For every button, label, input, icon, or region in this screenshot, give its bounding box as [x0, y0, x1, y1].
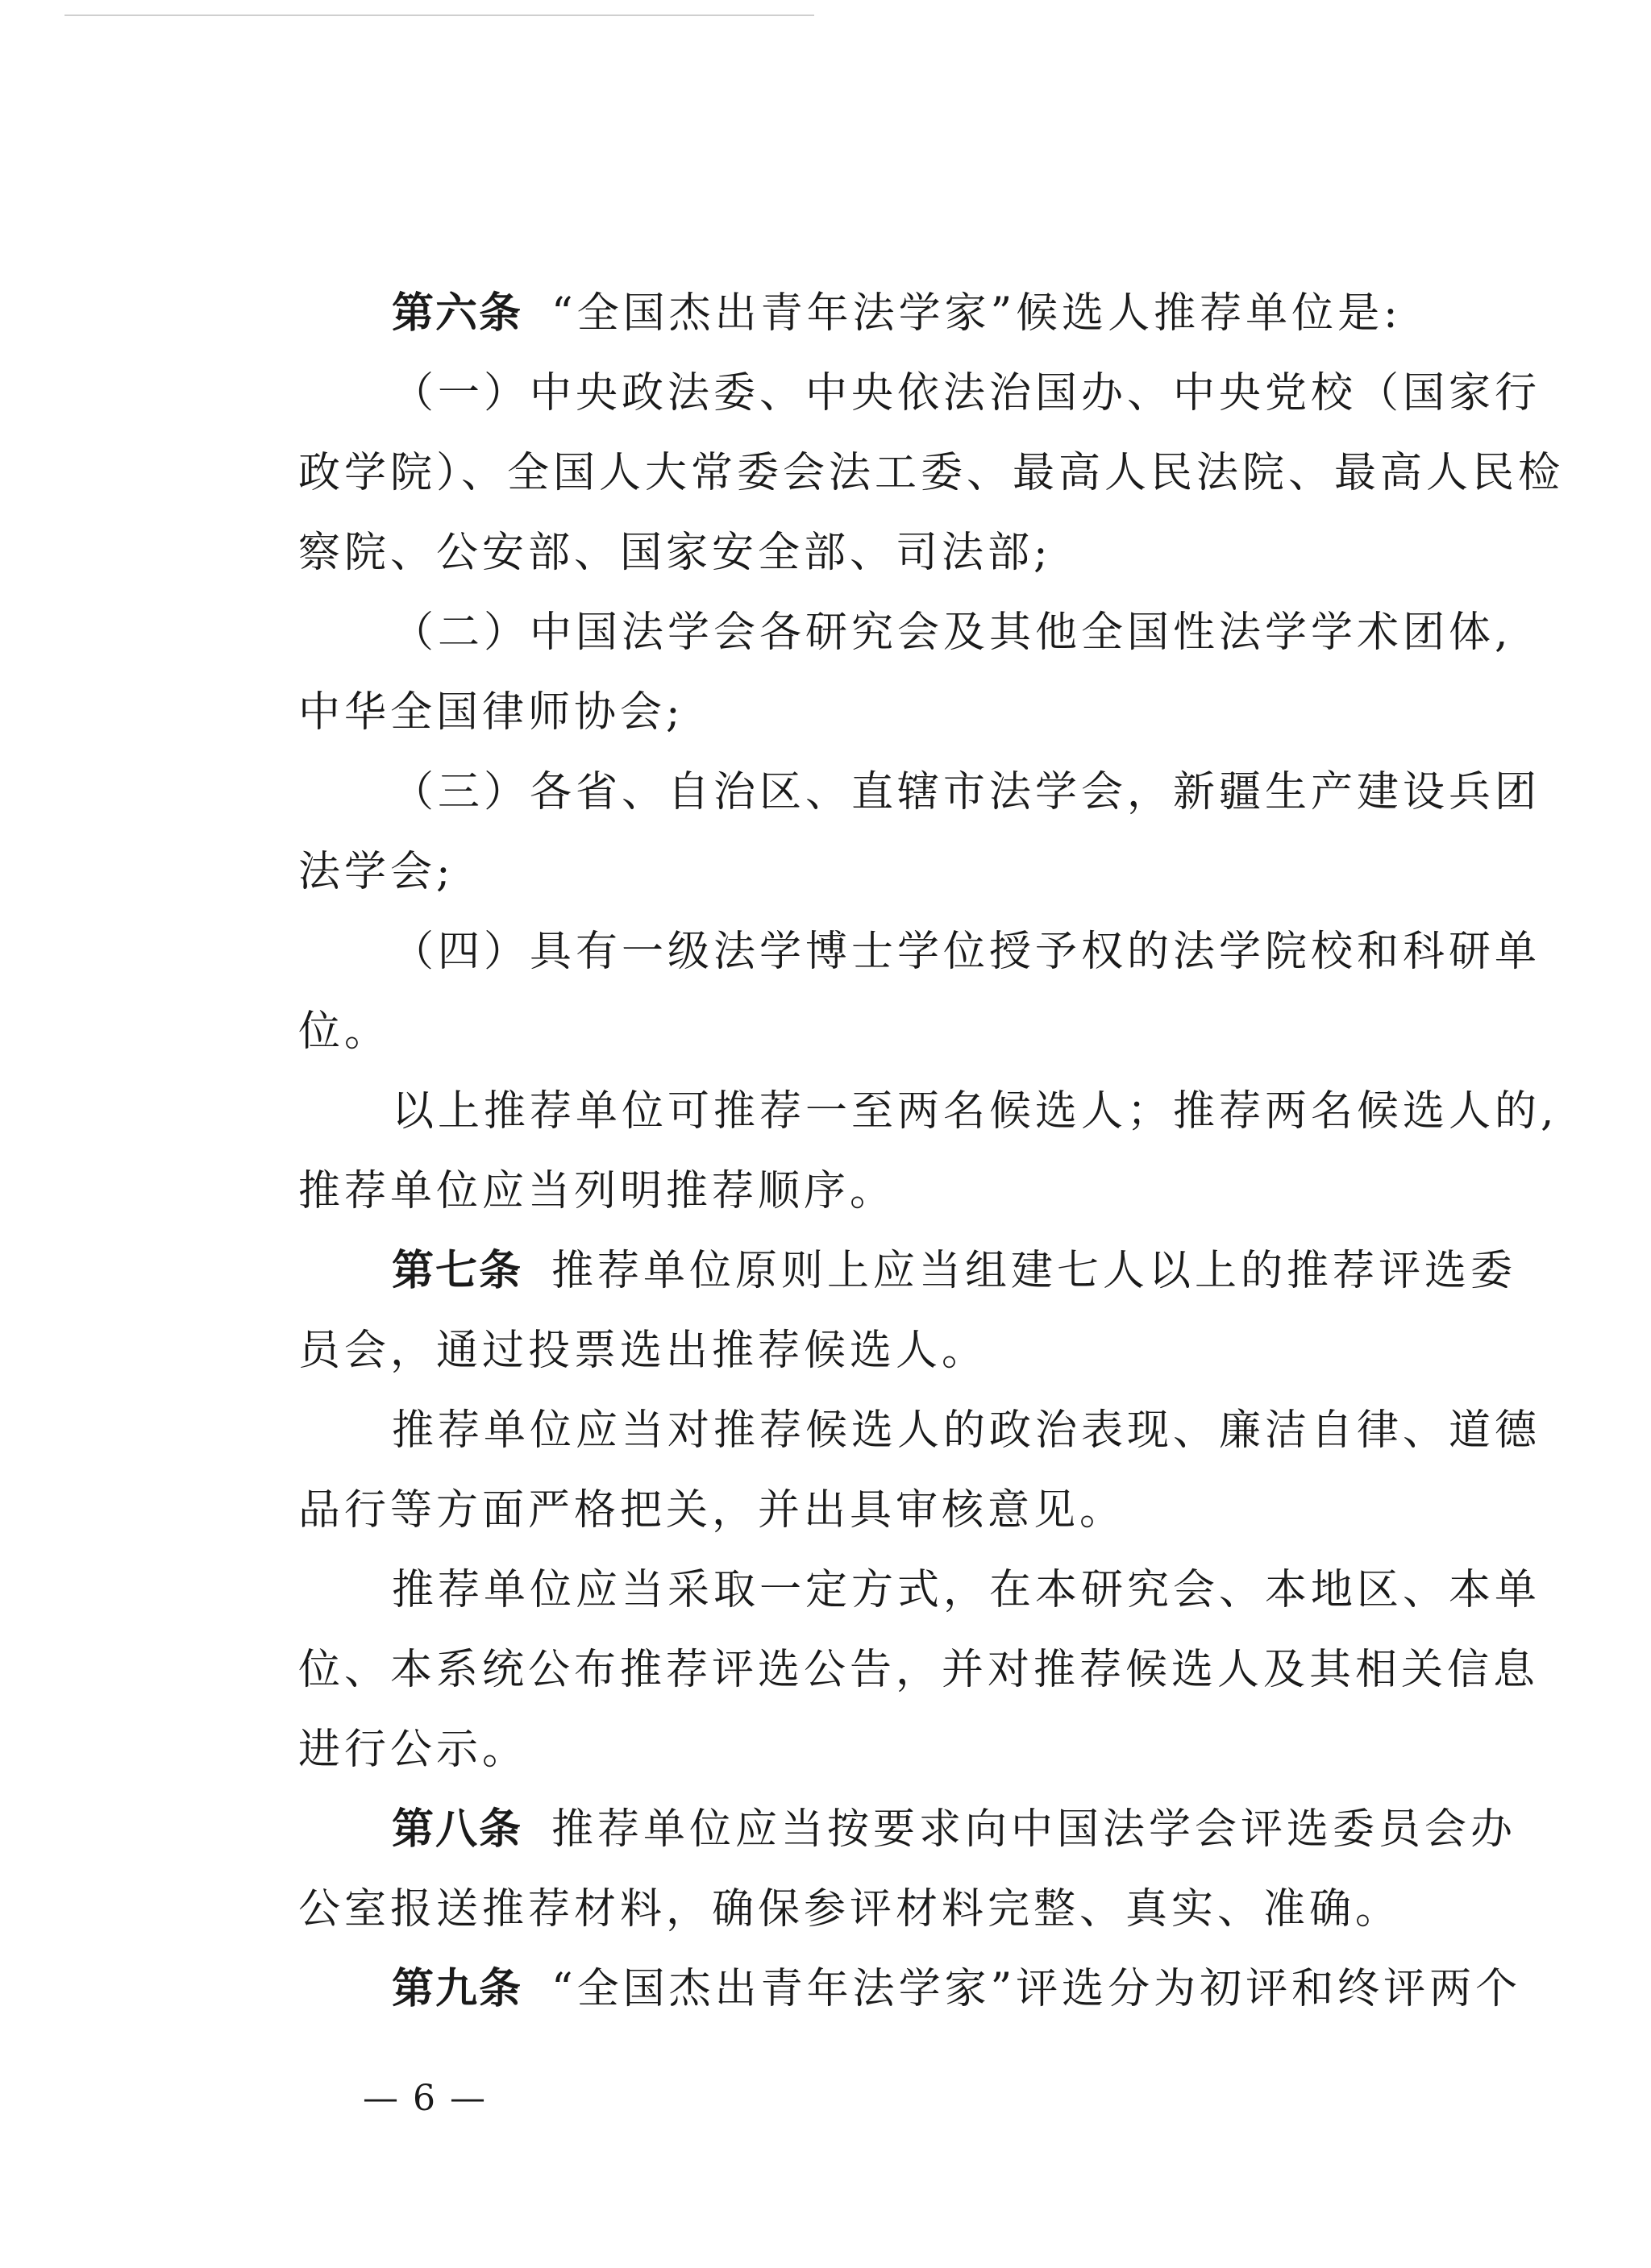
article-7-heading: [298, 1232, 1517, 1311]
article-label: 第九条: [392, 1965, 523, 2013]
paragraph-line: 察院、公安部、国家安全部、司法部;: [298, 529, 1052, 577]
line-text: “全国杰出青年法学家”评选分为初评和终评两个: [551, 1965, 1522, 2013]
paragraph-line: （一）中央政法委、中央依法治国办、中央党校（国家行: [392, 369, 1541, 417]
article-label: 第六条: [392, 289, 523, 338]
line-text: “全国杰出青年法学家”候选人推荐单位是:: [551, 289, 1402, 338]
paragraph-line: 中华全国律师协会;: [298, 688, 684, 737]
paragraph-line: 推荐单位应当对推荐候选人的政治表现、廉洁自律、道德: [392, 1406, 1541, 1455]
paragraph-line: 推荐单位应当列明推荐顺序。: [298, 1167, 896, 1215]
scan-edge-line: [64, 15, 814, 16]
paragraph-line: （四）具有一级法学博士学位授予权的法学院校和科研单: [392, 928, 1541, 976]
paragraph-line: 政学院）、全国人大常委会法工委、最高人民法院、最高人民检: [298, 449, 1565, 497]
page-number: — 6 —: [363, 2078, 487, 2119]
paragraph-line: 品行等方面严格把关，并出具审核意见。: [298, 1486, 1126, 1535]
paragraph-line: （二）中国法学会各研究会及其他全国性法学学术团体,: [392, 609, 1512, 657]
article-label: 第八条: [392, 1805, 523, 1854]
paragraph-line: 以上推荐单位可推荐一至两名候选人；推荐两名候选人的,: [392, 1087, 1558, 1136]
document-body: [298, 274, 1565, 2029]
paragraph-line: 员会，通过投票选出推荐候选人。: [298, 1327, 988, 1375]
paragraph-line: 法学会;: [298, 848, 455, 896]
paragraph-line: 进行公示。: [298, 1726, 529, 1774]
line-text: 推荐单位原则上应当组建七人以上的推荐评选委: [551, 1247, 1517, 1295]
line-text: 推荐单位应当按要求向中国法学会评选委员会办: [551, 1805, 1517, 1854]
article-8-heading: [298, 1790, 1517, 1870]
paragraph-line: 推荐单位应当采取一定方式，在本研究会、本地区、本单: [392, 1566, 1541, 1614]
paragraph-line: （三）各省、自治区、直辖市法学会，新疆生产建设兵团: [392, 768, 1541, 816]
article-6-heading: [298, 274, 1491, 354]
paragraph-line: 位。: [298, 1007, 391, 1056]
article-label: 第七条: [392, 1247, 523, 1295]
article-9-heading: [298, 1950, 1522, 2029]
paragraph-line: 公室报送推荐材料，确保参评材料完整、真实、准确。: [298, 1885, 1402, 1934]
paragraph-line: 位、本系统公布推荐评选公告，并对推荐候选人及其相关信息: [298, 1646, 1540, 1694]
